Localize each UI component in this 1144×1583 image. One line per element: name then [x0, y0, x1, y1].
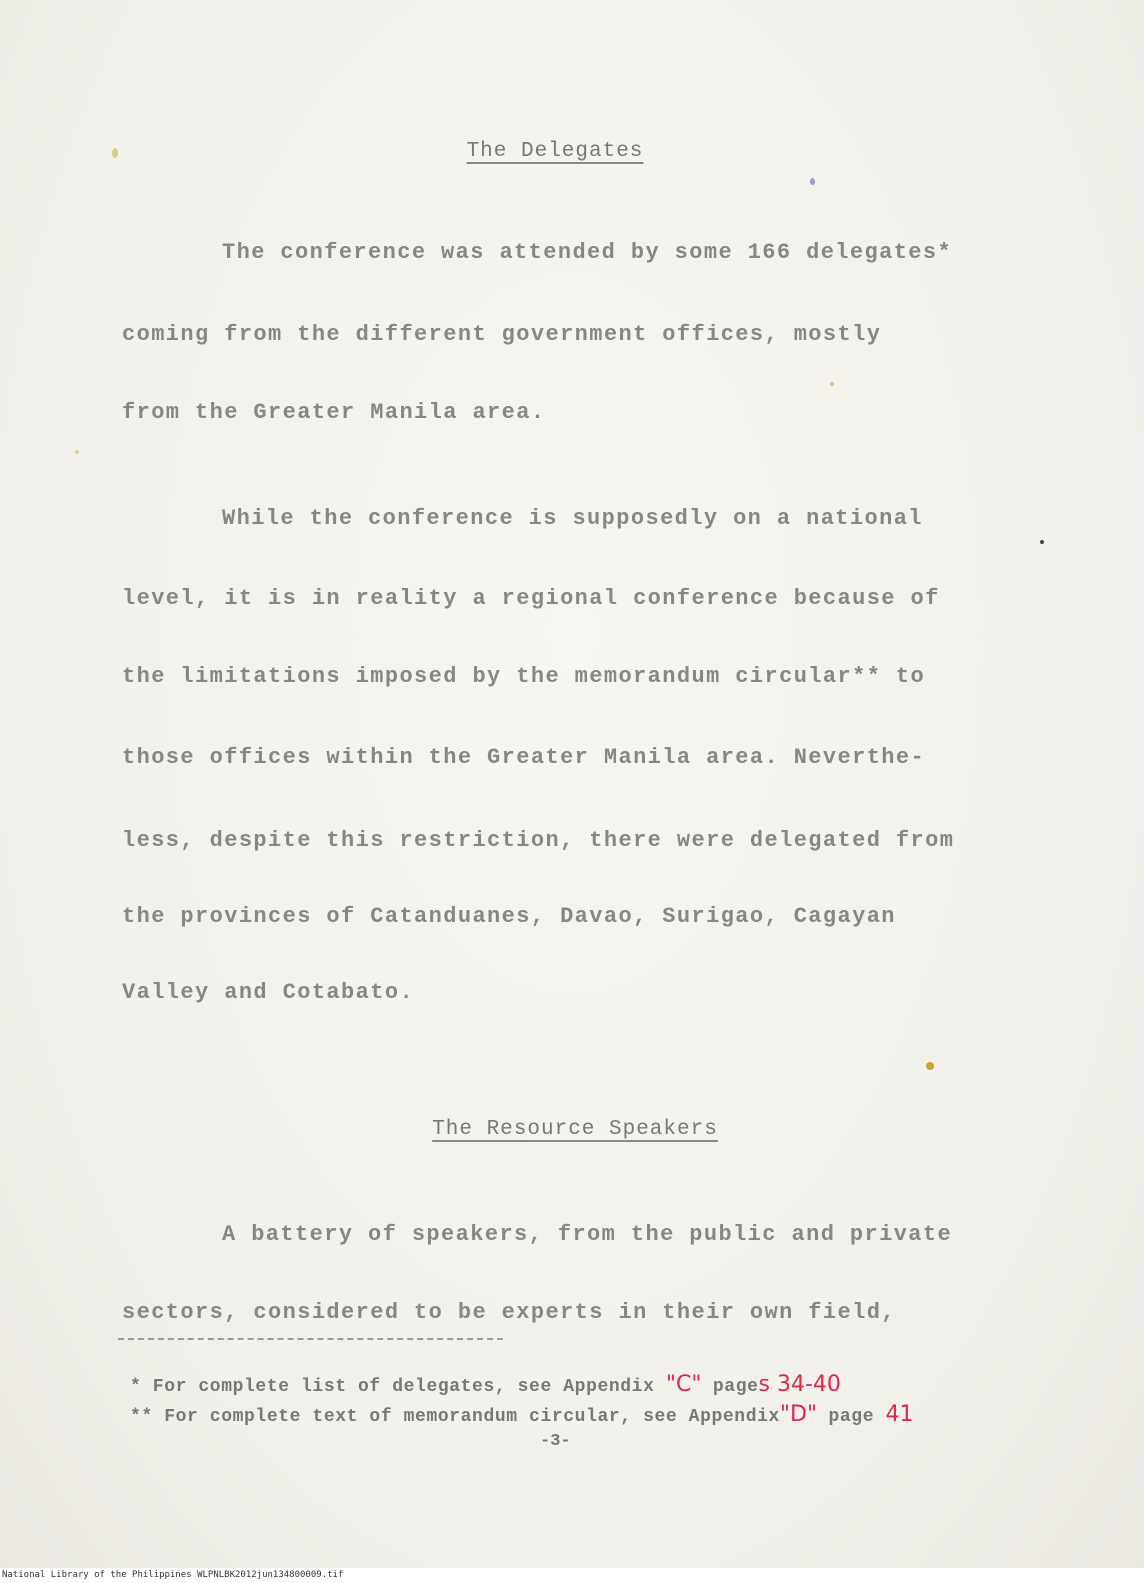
handwritten-annotation: 41 [885, 1402, 914, 1427]
body-line: level, it is in reality a regional conference because of [122, 586, 940, 611]
body-line: sectors, considered to be experts in their own field, [122, 1300, 896, 1325]
body-line: less, despite this restriction, there were delegated from [122, 828, 955, 853]
heading-delegates: The Delegates [466, 140, 644, 163]
scan-speck [810, 178, 815, 185]
footnote-memorandum [130, 1402, 914, 1427]
footnote-text: * For complete list of delegates, see Appendix [130, 1377, 666, 1397]
body-line: The conference was attended by some 166 delegates* [222, 240, 953, 265]
footnote-delegates [130, 1372, 841, 1397]
scan-speck [1040, 540, 1044, 544]
page-number: -3- [540, 1432, 571, 1451]
footnote-text: page [701, 1377, 759, 1397]
footnote-divider [118, 1338, 503, 1340]
handwritten-annotation: "C" [665, 1372, 702, 1397]
body-line: A battery of speakers, from the public and private [222, 1222, 953, 1247]
scan-speck [112, 148, 118, 158]
body-line: coming from the different government offices, mostly [122, 322, 882, 347]
footnote-text: page [817, 1407, 886, 1427]
heading-resource-speakers: The Resource Speakers [432, 1118, 718, 1141]
body-line: from the Greater Manila area. [122, 400, 546, 425]
footnote-text: ** For complete text of memorandum circular, see Appendix [130, 1407, 780, 1427]
handwritten-annotation: "D" [779, 1402, 818, 1427]
body-line: the limitations imposed by the memorandum circular** to [122, 664, 926, 689]
body-line: While the conference is supposedly on a national [222, 506, 923, 531]
scan-caption: National Library of the Philippines WLPNLBK2012jun134800009.tif [2, 1570, 344, 1580]
handwritten-annotation: s 34-40 [758, 1372, 841, 1397]
scan-speck [75, 450, 79, 454]
body-line: the provinces of Catanduanes, Davao, Surigao, Cagayan [122, 904, 896, 929]
scan-speck [926, 1062, 934, 1070]
body-line: Valley and Cotabato. [122, 980, 415, 1005]
body-line: those offices within the Greater Manila area. Neverthe- [122, 745, 926, 770]
scan-speck [830, 382, 834, 386]
